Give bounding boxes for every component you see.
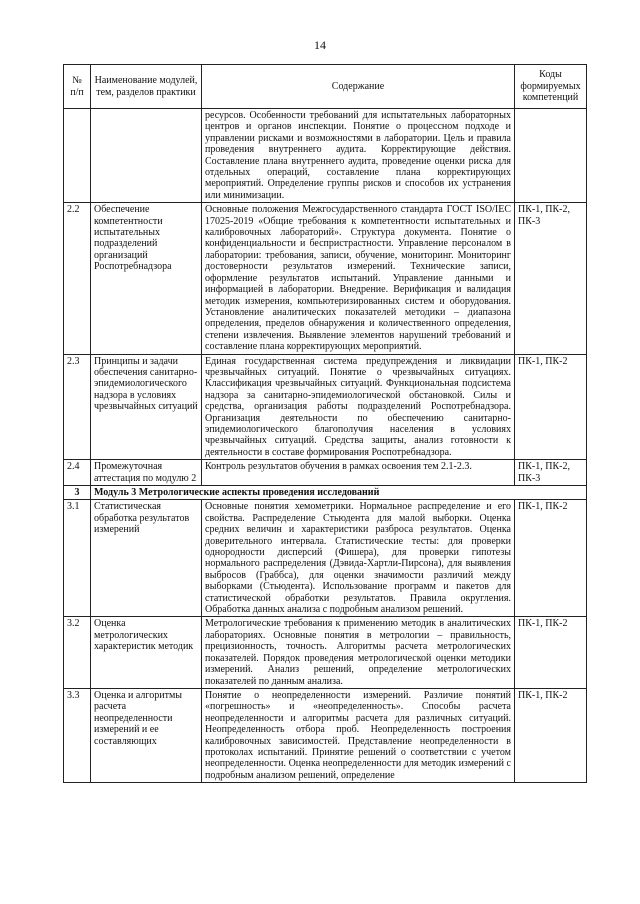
row-name: Оценка и алгоритмы расчета неопределенности измерений и ее составляющих [91, 688, 202, 782]
row-content: Единая государственная система предупреждения и ликвидации чрезвычайных ситуаций. Понятие о чрезвычайных ситуациях. Классификация чрезвычайных ситуаций. Функциональная подсистема надзора за санитарно-эпидемиологической обстановкой. Силы и средства, организация работы подразделений Роспотребнадзора. Организация деятельности по обеспечению санитарно-эпидемиологического благополучия населения в условиях чрезвычайных ситуаций. Средства защиты, анализ готовности к деятельности в составе формирования Роспотребнадзора. [202, 354, 515, 460]
module-number: 3 [64, 486, 91, 500]
table-row [64, 688, 587, 782]
table-row [64, 354, 587, 460]
row-name: Обеспечение компетентности испытательных подразделений организаций Роспотребнадзора [91, 203, 202, 354]
header-codes: Коды формируемых компетенций [515, 65, 587, 109]
module-title: Модуль 3 Метрологические аспекты проведения исследований [91, 486, 587, 500]
row-name: Оценка метрологических характеристик методик [91, 617, 202, 688]
table-row [64, 203, 587, 354]
header-name: Наименование модулей, тем, разделов практики [91, 65, 202, 109]
row-name: Статистическая обработка результатов измерений [91, 500, 202, 617]
row-content: Контроль результатов обучения в рамках освоения тем 2.1-2.3. [202, 460, 515, 486]
header-content: Содержание [202, 65, 515, 109]
module-row [64, 486, 587, 500]
row-name: Промежуточная аттестация по модулю 2 [91, 460, 202, 486]
table-row [64, 500, 587, 617]
row-codes: ПК-1, ПК-2, ПК-3 [515, 203, 587, 354]
row-codes: ПК-1, ПК-2 [515, 617, 587, 688]
row-codes: ПК-1, ПК-2 [515, 354, 587, 460]
row-codes: ПК-1, ПК-2 [515, 500, 587, 617]
row-codes: ПК-1, ПК-2 [515, 688, 587, 782]
table-row [64, 617, 587, 688]
row-number: 3.2 [64, 617, 91, 688]
table-row [64, 460, 587, 486]
row-number: 2.3 [64, 354, 91, 460]
row-name: Принципы и задачи обеспечения санитарно-эпидемиологического надзора в условиях чрезвычайных ситуаций [91, 354, 202, 460]
row-number: 3.3 [64, 688, 91, 782]
row-number: 2.2 [64, 203, 91, 354]
row-content: Метрологические требования к применению методик в аналитических лабораториях. Основные понятия в метрологии – правильность, прецизионность, точность. Алгоритмы расчета метрологических показателей. Порядок проведения метрологической оценки методики измерений. Анализ решений, определение метрологических показателей по данным анализа. [202, 617, 515, 688]
row-number: 3.1 [64, 500, 91, 617]
header-no: № п/п [64, 65, 91, 109]
row-number: 2.4 [64, 460, 91, 486]
row-codes: ПК-1, ПК-2, ПК-3 [515, 460, 587, 486]
row-content: Основные понятия хемометрики. Нормальное распределение и его свойства. Распределение Стьюдента для малой выборки. Оценка средних величин и характеристики разброса результатов. Оценка доверительного интервала. Статистические тесты: для проверки однородности дисперсий (Фишера), для проверки гипотезы нормального распределения (Дэвида-Хартли-Пирсона), для выявления выбросов (Граббса), для оценки значимости различий между выборками (Стьюдента). Использование программ и пакетов для статистической обработки результатов. Правила округления. Обработка данных анализа с подробным анализом решений. [202, 500, 515, 617]
page-number: 14 [314, 38, 326, 52]
table-header-row [64, 65, 587, 109]
row-content: ресурсов. Особенности требований для испытательных лабораторных центров и органов инспекции. Понятие о процессном подходе и управлении рисками и возможностями в лаборатории. Цель и правила проведения внутреннего аудита. Корректирующие действия. Составление плана внутреннего аудита, проведение оценки риска для отдельных операций, составление плана корректирующих мероприятий. Определение группы рисков и способов их устранения или минимизации. [202, 109, 515, 203]
table-row [64, 109, 587, 203]
row-content: Основные положения Межгосударственного стандарта ГОСТ ISO/IEC 17025-2019 «Общие требования к компетентности испытательных и калибровочных лабораторий». Структура документа. Понятие о конфиденциальности и беспристрастности. Управление персоналом в лаборатории: требования, записи, обучение, мониторинг. Мониторинг достоверности результатов измерений. Технические записи, оформление результатов испытаний. Управление данными и информацией в лаборатории. Внедрение. Верификация и валидация методик измерения, компьютеризированных систем и оборудования. Установление аналитических показателей методики – диапазона определения, пределов обнаружения и количественного определения, степени извлечения. Выявление элементов нарушений требований и составление плана корректирующих мероприятий. [202, 203, 515, 354]
row-content: Понятие о неопределенности измерений. Различие понятий «погрешность» и «неопределенность». Способы расчета неопределенности и алгоритмы расчета для различных ситуаций. Неопределенность отбора проб. Неопределенность построения калибровочных зависимостей. Представление неопределенности в протоколах испытаний. Принятие решений о соответствии с учетом неопределенности. Оценка неопределенности для методик измерений с подробным анализом решений, определение [202, 688, 515, 782]
curriculum-table [63, 64, 587, 783]
